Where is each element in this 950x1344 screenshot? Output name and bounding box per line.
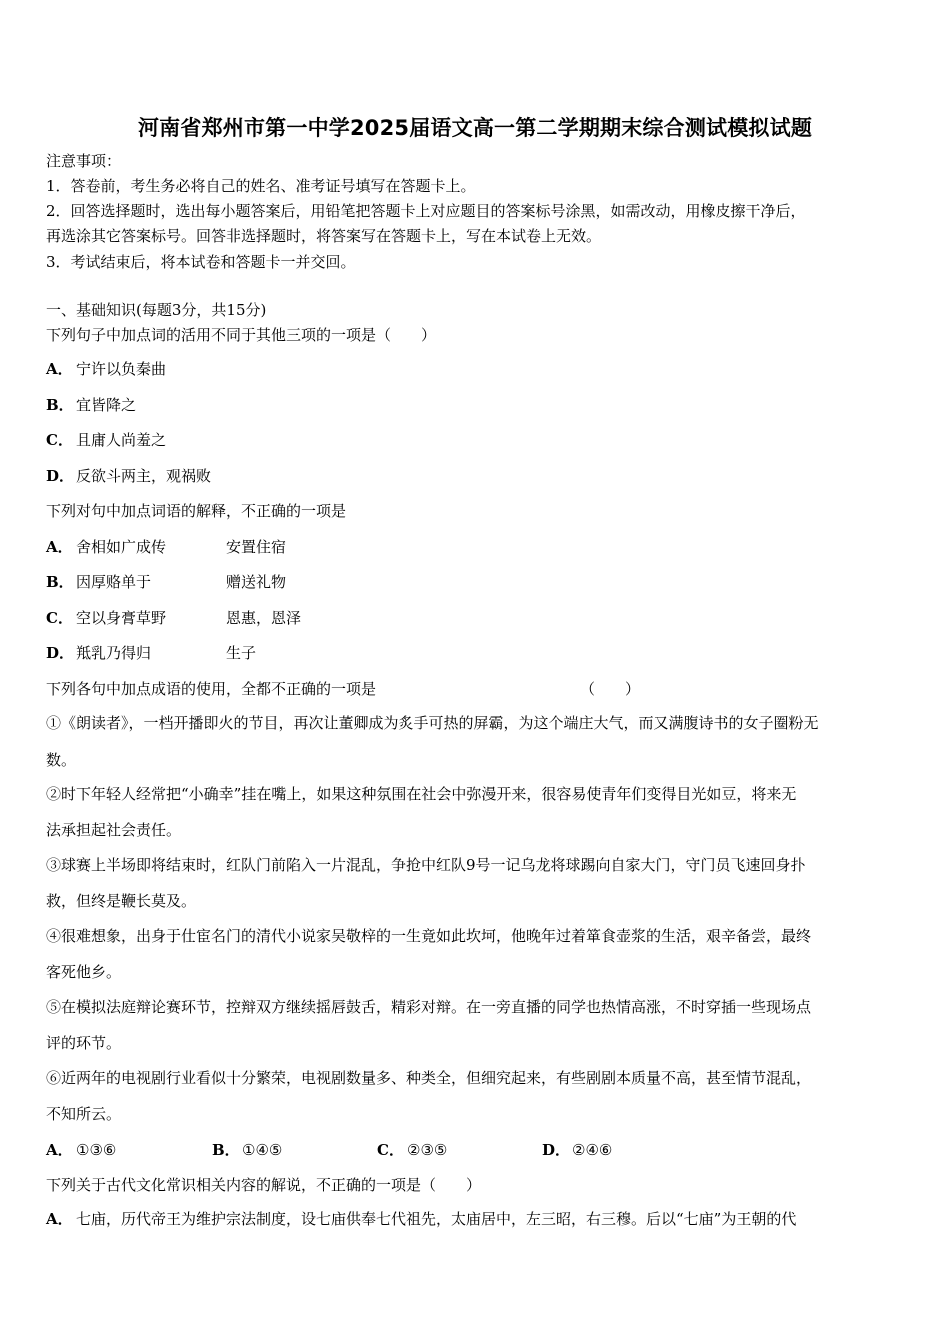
option-label: C． (46, 609, 73, 627)
notice-item-2: 2．回答选择题时，选出每小题答案后，用铅笔把答题卡上对应题目的答案标号涂黑，如需改动，用橡皮擦干净后， (46, 202, 806, 220)
option-label: B． (46, 396, 74, 414)
option-label: A． (46, 360, 73, 378)
q3-line: 客死他乡。 (46, 963, 122, 981)
q3-stem (46, 679, 746, 699)
q3-line: 评的环节。 (46, 1034, 122, 1052)
q3-choice-a (46, 1140, 116, 1160)
option-label: C． (46, 431, 73, 449)
option-label: D． (46, 467, 75, 485)
option-gloss: 安置住宿 (226, 538, 287, 556)
q3-line: 不知所云。 (46, 1105, 122, 1123)
option-text: 羝乳乃得归 (76, 644, 152, 662)
q3-line: 法承担起社会责任。 (46, 821, 182, 839)
option-text: 且庸人尚羞之 (76, 431, 167, 449)
q2-option-b (46, 572, 446, 592)
notice-heading: 注意事项： (46, 152, 122, 170)
q1-option-a (46, 359, 166, 379)
option-text: 因厚赂单于 (76, 573, 152, 591)
q1-option-b (46, 395, 136, 415)
option-label: B． (46, 573, 74, 591)
option-label: D． (46, 644, 75, 662)
section-heading: 一、基础知识(每题3分，共15分) (46, 301, 267, 319)
choice-label: A． (46, 1141, 73, 1159)
notice-item-1: 1．答卷前，考生务必将自己的姓名、准考证号填写在答题卡上。 (46, 177, 476, 195)
choice-text: ②④⑥ (572, 1141, 613, 1159)
q1-option-c (46, 430, 166, 450)
q1-stem: 下列句子中加点词的活用不同于其他三项的一项是（ ） (46, 326, 437, 344)
choice-text: ②③⑤ (407, 1141, 448, 1159)
q2-option-d (46, 643, 446, 663)
q3-line: ⑤在模拟法庭辩论赛环节，控辩双方继续摇唇鼓舌，精彩对辩。在一旁直播的同学也热情高涨，不时穿插一些现场点 (46, 998, 812, 1016)
option-label: A． (46, 1210, 73, 1228)
q4-stem: 下列关于古代文化常识相关内容的解说，不正确的一项是（ ） (46, 1176, 482, 1194)
q3-line: 救，但终是鞭长莫及。 (46, 892, 197, 910)
q3-line: ④很难想象，出身于仕宦名门的清代小说家吴敬梓的一生竟如此坎坷，他晚年过着箪食壶浆的生活，艰辛备尝，最终 (46, 927, 812, 945)
q3-line: ②时下年轻人经常把“小确幸”挂在嘴上，如果这种氛围在社会中弥漫开来，很容易使青年们变得目光如豆，将来无 (46, 785, 797, 803)
q3-choice-c (377, 1140, 447, 1160)
option-text: 七庙，历代帝王为维护宗法制度，设七庙供奉七代祖先，太庙居中，左三昭，右三穆。后以“七庙”为王朝的代 (76, 1210, 797, 1228)
q3-line: ①《朗读者》，一档开播即火的节目，再次让董卿成为炙手可热的屏霸，为这个端庄大气，而又满腹诗书的女子圈粉无 (46, 714, 819, 732)
answer-blank: （ ） (580, 680, 641, 698)
q2-stem: 下列对句中加点词语的解释，不正确的一项是 (46, 502, 347, 520)
q1-option-d (46, 466, 211, 486)
exam-title: 河南省郑州市第一中学2025届语文高一第二学期期末综合测试模拟试题 (137, 116, 813, 140)
q3-stem-text: 下列各句中加点成语的使用，全都不正确的一项是 (46, 680, 377, 698)
option-text: 宁许以负秦曲 (76, 360, 167, 378)
notice-item-2-cont: 再选涂其它答案标号。回答非选择题时，将答案写在答题卡上，写在本试卷上无效。 (46, 227, 602, 245)
option-text: 空以身膏草野 (76, 609, 167, 627)
option-text: 舍相如广成传 (76, 538, 167, 556)
option-text: 宜皆降之 (76, 396, 137, 414)
option-text: 反欲斗两主，观祸败 (76, 467, 212, 485)
choice-label: B． (212, 1141, 240, 1159)
option-gloss: 恩惠，恩泽 (226, 609, 302, 627)
choice-label: C． (377, 1141, 404, 1159)
q2-option-c (46, 608, 446, 628)
choice-text: ①④⑤ (242, 1141, 283, 1159)
q2-option-a (46, 537, 446, 557)
option-gloss: 赠送礼物 (226, 573, 287, 591)
choice-label: D． (542, 1141, 571, 1159)
option-gloss: 生子 (226, 644, 257, 662)
q3-choice-b (212, 1140, 282, 1160)
q3-line: 数。 (46, 751, 77, 769)
notice-item-3: 3．考试结束后，将本试卷和答题卡一并交回。 (46, 253, 356, 271)
q3-line: ⑥近两年的电视剧行业看似十分繁荣，电视剧数量多、种类全，但细究起来，有些剧剧本质量不高，甚至情节混乱， (46, 1069, 812, 1087)
q3-choice-d (542, 1140, 612, 1160)
choice-text: ①③⑥ (76, 1141, 117, 1159)
option-label: A． (46, 538, 73, 556)
q4-option-a (46, 1209, 796, 1229)
q3-line: ③球赛上半场即将结束时，红队门前陷入一片混乱，争抢中红队9号一记乌龙将球踢向自家大门，守门员飞速回身扑 (46, 856, 806, 874)
